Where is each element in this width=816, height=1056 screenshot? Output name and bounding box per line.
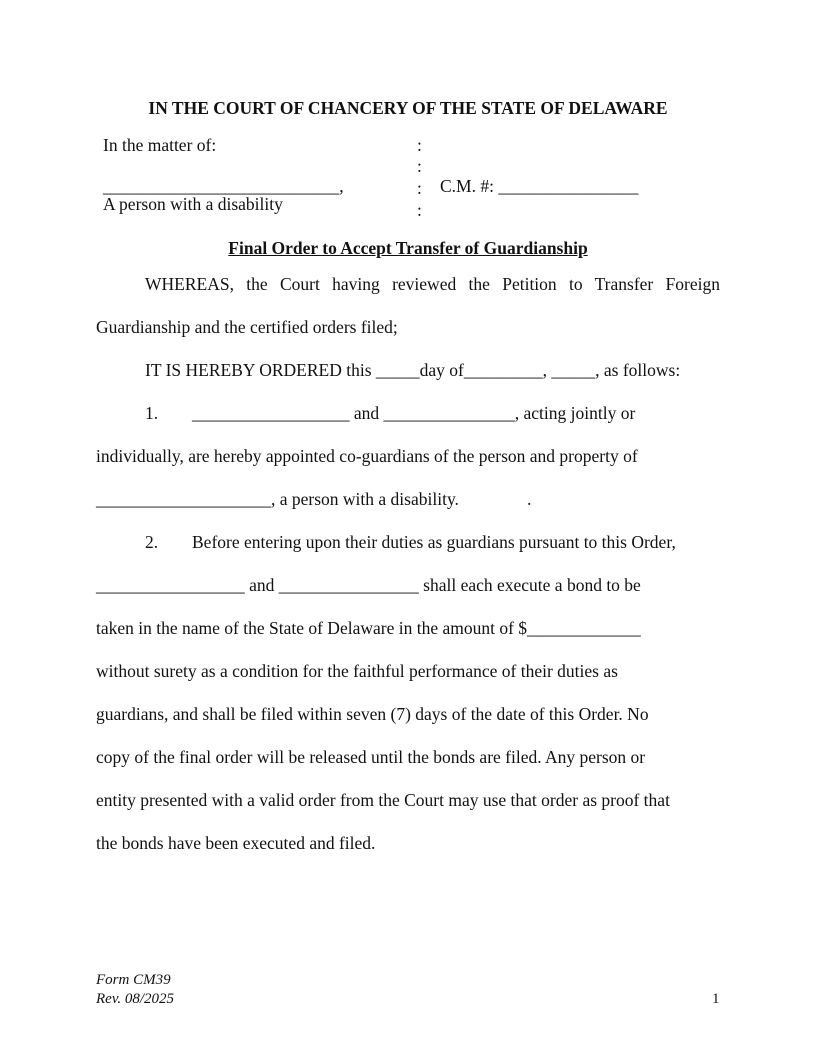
matter-label: In the matter of:	[103, 135, 217, 155]
revision-date: Rev. 08/2025	[96, 991, 175, 1007]
paragraph-line: __________________ and _______________, acting jointly or	[192, 403, 636, 423]
paragraph-number: 2.	[145, 532, 159, 552]
paragraph-line: the bonds have been executed and filed.	[96, 833, 376, 853]
paragraph-line: guardians, and shall be filed within seven (7) days of the date of this Order. No	[96, 704, 649, 724]
caption-colon: :	[417, 178, 422, 198]
paragraph-line: individually, are hereby appointed co-guardians of the person and property of	[96, 446, 638, 466]
court-title: IN THE COURT OF CHANCERY OF THE STATE OF DELAWARE	[148, 98, 668, 118]
paragraph-line: Before entering upon their duties as guardians pursuant to this Order,	[192, 532, 676, 552]
caption-colon: :	[417, 200, 422, 220]
person-label: A person with a disability	[103, 194, 283, 214]
name-blank: ___________________________,	[103, 176, 344, 196]
paragraph-line: without surety as a condition for the faithful performance of their duties as	[96, 661, 618, 681]
case-number-field: C.M. #: ________________	[440, 176, 639, 196]
paragraph-line: ____________________, a person with a disability.	[96, 489, 459, 509]
paragraph-line: _________________ and ________________ shall each execute a bond to be	[96, 575, 641, 595]
paragraph-number: 1.	[145, 403, 159, 423]
whereas-line: WHEREAS, the Court having reviewed the Petition to Transfer Foreign	[145, 274, 720, 294]
paragraph-line: copy of the final order will be released until the bonds are filed. Any person or	[96, 747, 646, 767]
paragraph-line: taken in the name of the State of Delaware in the amount of $_____________	[96, 618, 641, 638]
caption-colon: :	[417, 135, 422, 155]
page-number: 1	[712, 991, 720, 1007]
paragraph-line: entity presented with a valid order from the Court may use that order as proof that	[96, 790, 670, 810]
whereas-line: Guardianship and the certified orders filed;	[96, 317, 398, 337]
caption-colon: :	[417, 156, 422, 176]
form-number: Form CM39	[96, 972, 171, 988]
ordered-line: IT IS HEREBY ORDERED this _____day of_________, _____, as follows:	[145, 360, 681, 380]
stray-period: .	[527, 489, 532, 509]
order-title: Final Order to Accept Transfer of Guardianship	[228, 238, 588, 258]
